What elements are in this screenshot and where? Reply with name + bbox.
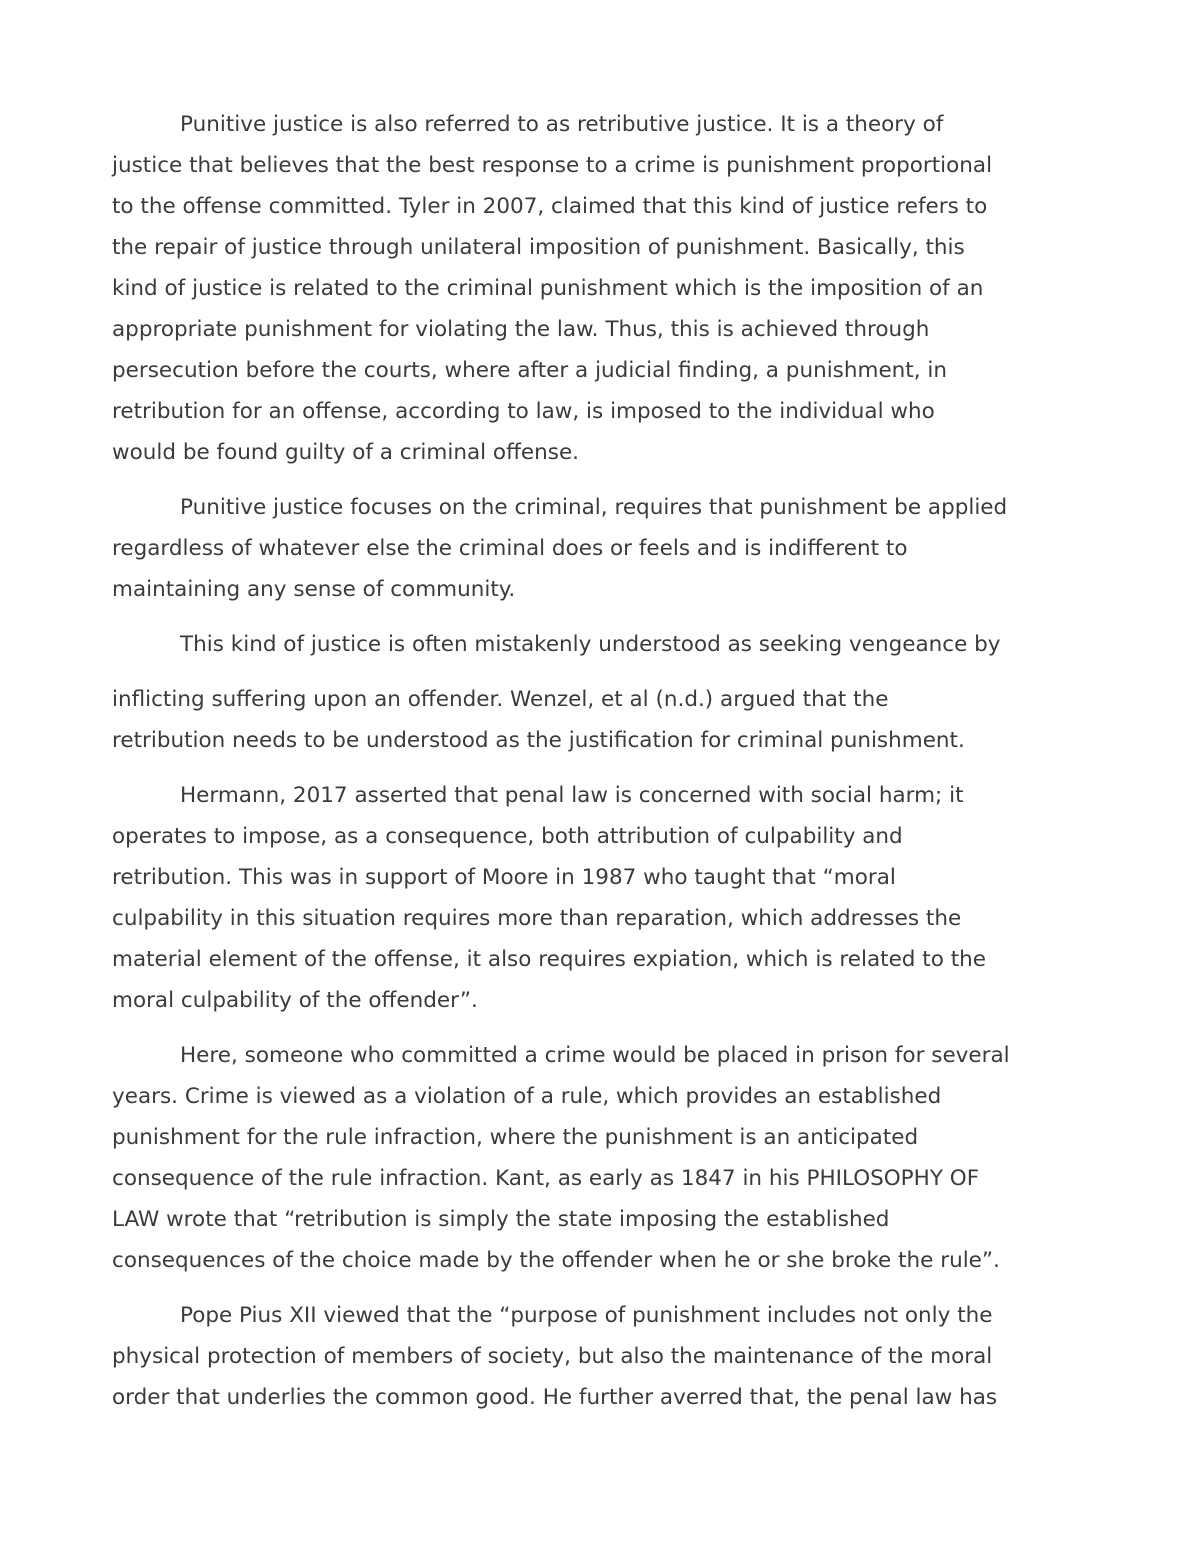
text-line: would be found guilty of a criminal offense. [112,440,580,465]
text-line: This kind of justice is often mistakenly understood as seeking vengeance by [180,632,1001,657]
text-line: inflicting suffering upon an offender. Wenzel, et al (n.d.) argued that the [112,687,889,712]
paragraph-pope-pius [112,1295,1102,1418]
text-line: consequences of the choice made by the offender when he or she broke the rule”. [112,1248,1000,1273]
paragraph-hermann [112,775,1102,1021]
text-line: punishment for the rule infraction, where the punishment is an anticipated [112,1125,919,1150]
text-line: Punitive justice is also referred to as retributive justice. It is a theory of [180,112,944,137]
text-line: regardless of whatever else the criminal does or feels and is indifferent to [112,536,908,561]
text-line: consequence of the rule infraction. Kant, as early as 1847 in his PHILOSOPHY OF [112,1166,980,1191]
paragraph-kant [112,1035,1102,1281]
document-body [112,104,1102,1432]
text-line: retribution needs to be understood as the justification for criminal punishment. [112,728,965,753]
paragraph-vengeance [112,624,1102,761]
paragraph-focus-on-criminal [112,487,1102,610]
text-line: kind of justice is related to the criminal punishment which is the imposition of an [112,276,984,301]
text-line: justice that believes that the best response to a crime is punishment proportional [112,153,993,178]
text-line: Punitive justice focuses on the criminal, requires that punishment be applied [180,495,1008,520]
text-line: LAW wrote that “retribution is simply the state imposing the established [112,1207,890,1232]
text-line: retribution for an offense, according to law, is imposed to the individual who [112,399,935,424]
paragraph-punitive-justice-definition [112,104,1102,473]
text-line: culpability in this situation requires more than reparation, which addresses the [112,906,962,931]
text-line: physical protection of members of society, but also the maintenance of the moral [112,1344,993,1369]
text-line: material element of the offense, it also requires expiation, which is related to the [112,947,986,972]
text-line: Here, someone who committed a crime would be placed in prison for several [180,1043,1010,1068]
text-line: persecution before the courts, where after a judicial finding, a punishment, in [112,358,948,383]
text-line: order that underlies the common good. He further averred that, the penal law has [112,1385,998,1410]
text-line: retribution. This was in support of Moore in 1987 who taught that “moral [112,865,896,890]
text-line: Pope Pius XII viewed that the “purpose of punishment includes not only the [180,1303,993,1328]
text-line: operates to impose, as a consequence, both attribution of culpability and [112,824,903,849]
text-line: Hermann, 2017 asserted that penal law is concerned with social harm; it [180,783,964,808]
text-line: years. Crime is viewed as a violation of a rule, which provides an established [112,1084,942,1109]
text-line: moral culpability of the offender”. [112,988,478,1013]
text-line: to the offense committed. Tyler in 2007, claimed that this kind of justice refers to [112,194,988,219]
text-line: the repair of justice through unilateral imposition of punishment. Basically, this [112,235,965,260]
text-line: appropriate punishment for violating the law. Thus, this is achieved through [112,317,930,342]
text-line: maintaining any sense of community. [112,577,516,602]
